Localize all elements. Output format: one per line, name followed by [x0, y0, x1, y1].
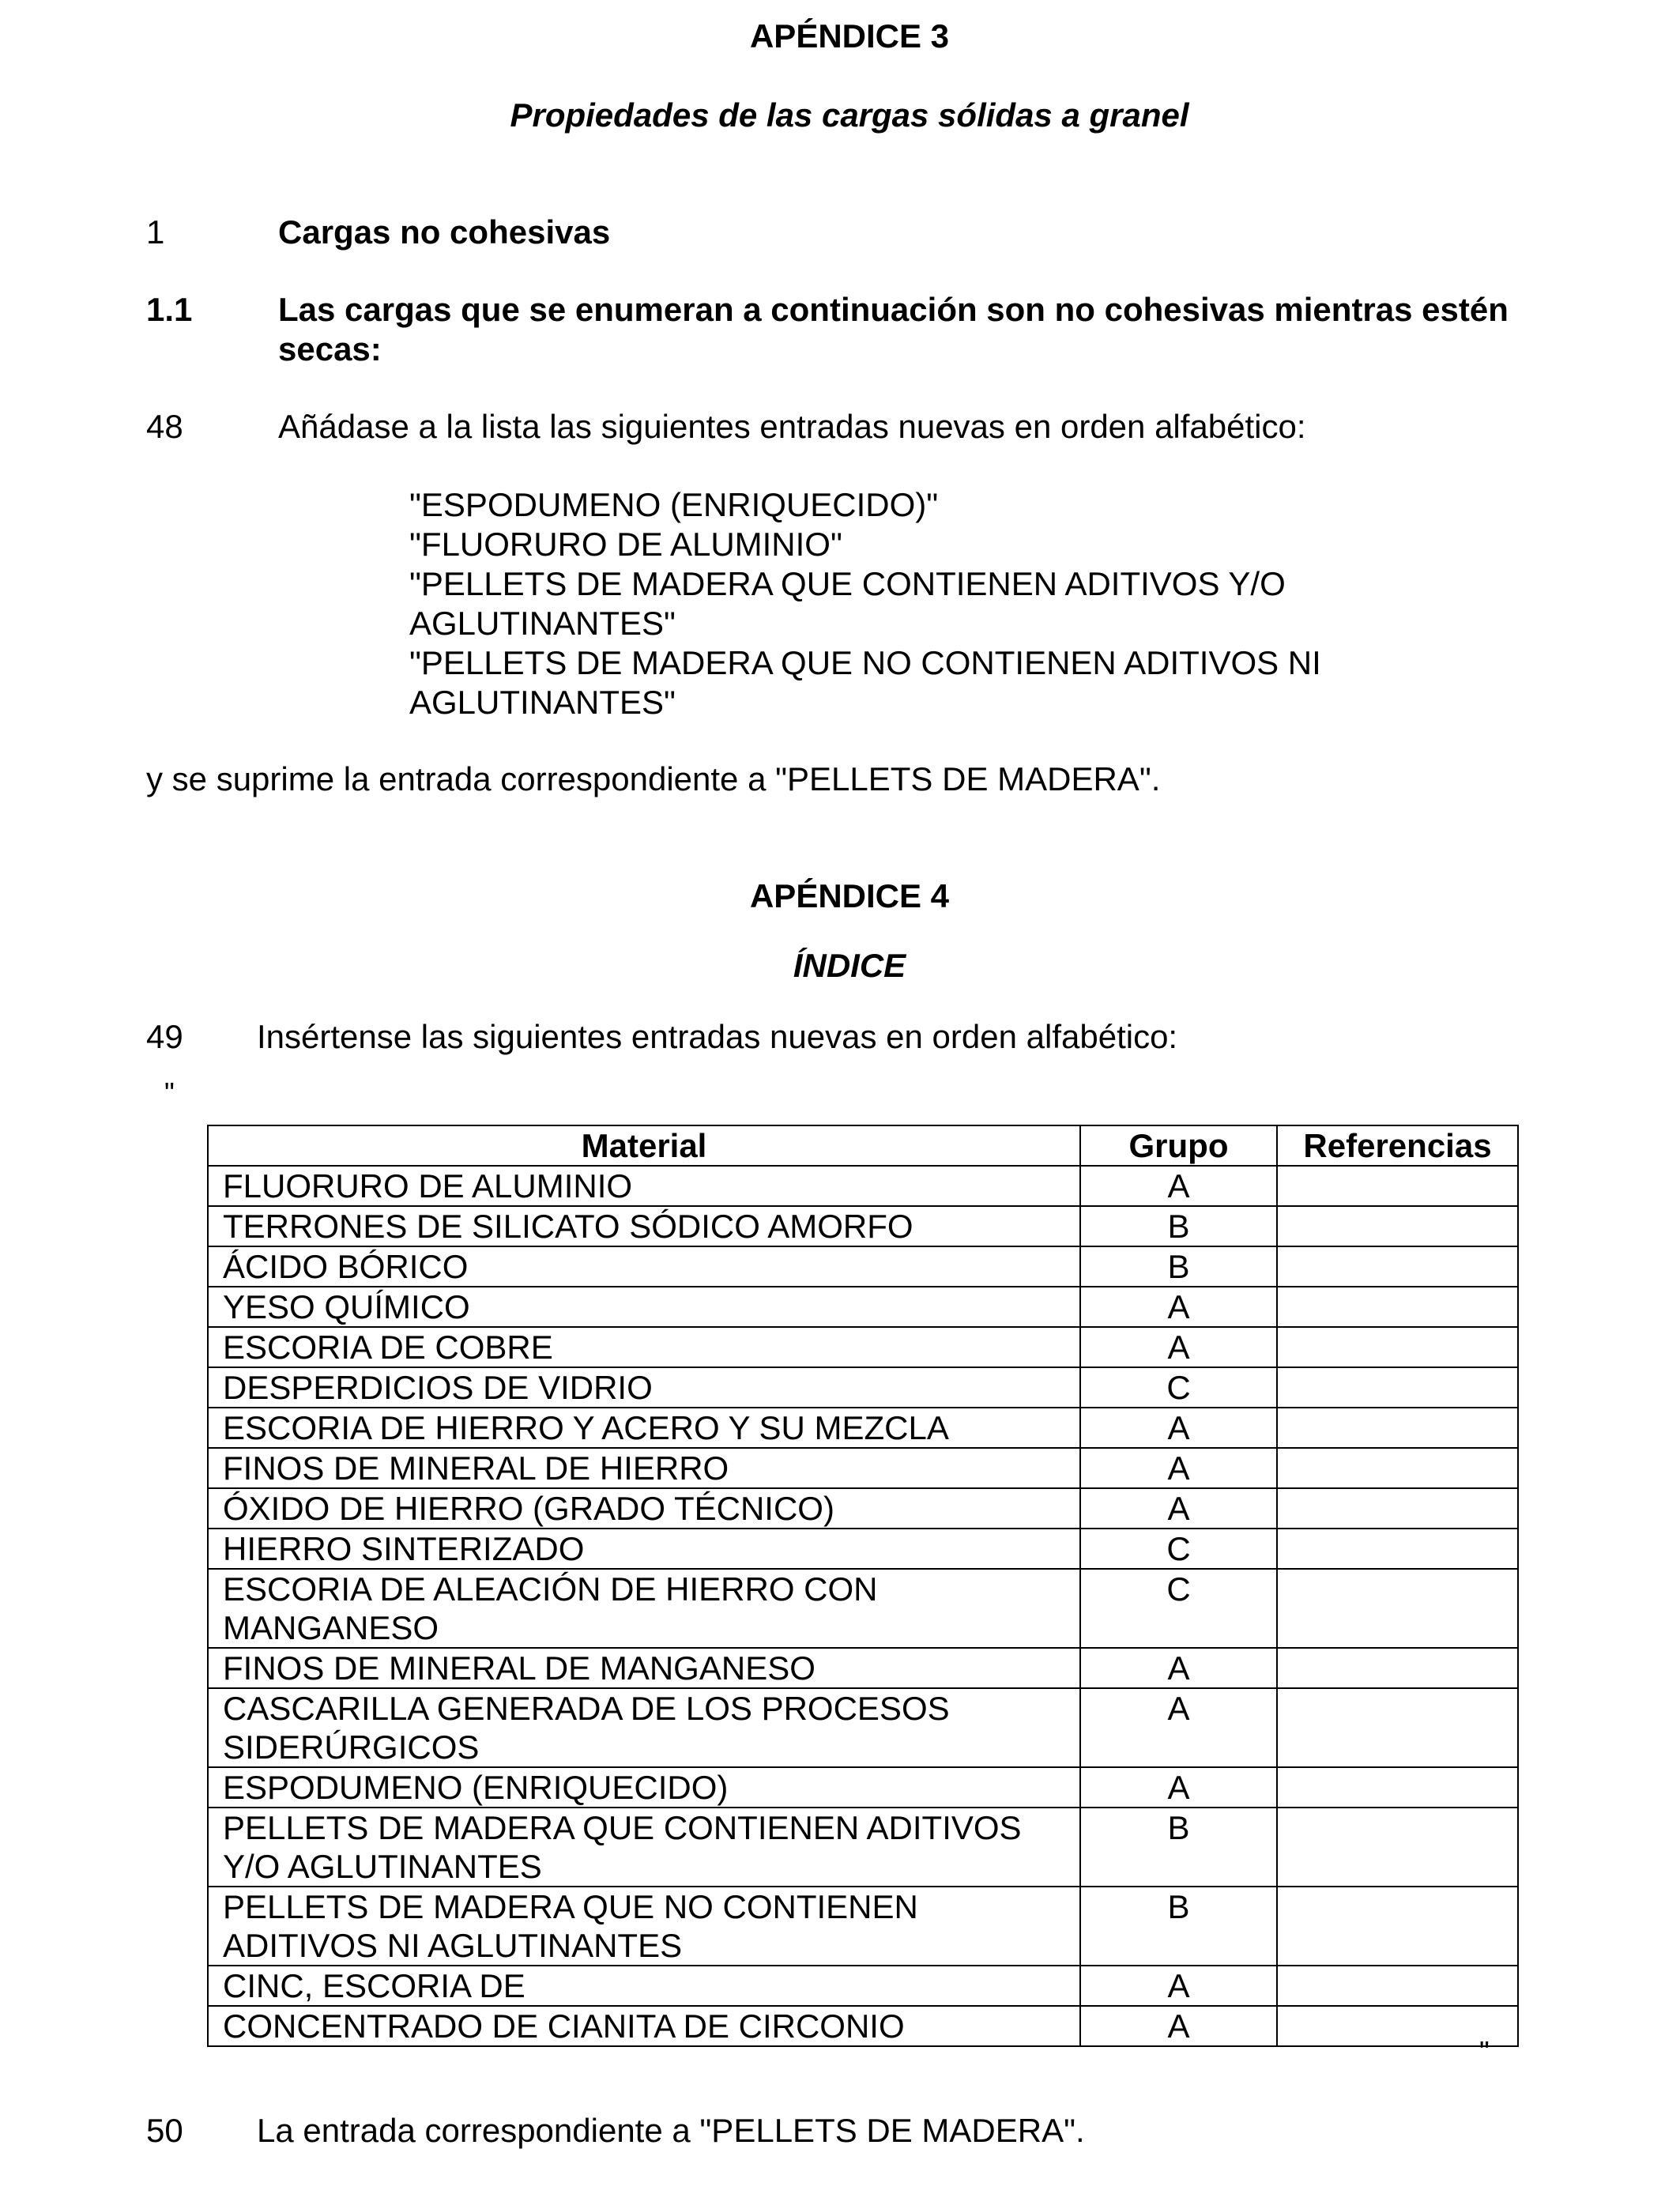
- material-cell: HIERRO SINTERIZADO: [208, 1529, 1080, 1569]
- subsection-number: 1.1: [146, 291, 193, 328]
- table-row: [208, 1808, 1518, 1887]
- material-cell: CINC, ESCORIA DE: [208, 1966, 1080, 2006]
- grupo-cell: A: [1080, 1448, 1277, 1488]
- grupo-cell: A: [1080, 1767, 1277, 1808]
- grupo-cell: B: [1080, 1887, 1277, 1966]
- grupo-cell: A: [1080, 1287, 1277, 1327]
- material-cell: YESO QUÍMICO: [208, 1287, 1080, 1327]
- list-item: "PELLETS DE MADERA QUE CONTIENEN ADITIVOS Y/O: [409, 565, 1286, 602]
- material-cell: ESCORIA DE COBRE: [208, 1327, 1080, 1367]
- table-row: [208, 1887, 1518, 1966]
- deletion-note: y se suprime la entrada correspondiente a "PELLETS DE MADERA".: [146, 760, 1161, 797]
- table-row: [208, 1287, 1518, 1327]
- list-item: "ESPODUMENO (ENRIQUECIDO)": [409, 486, 939, 523]
- grupo-cell: C: [1080, 1529, 1277, 1569]
- table-row: [208, 1488, 1518, 1529]
- table-row: [208, 1966, 1518, 2006]
- table-row: [208, 1448, 1518, 1488]
- item-50-number: 50: [146, 2112, 183, 2149]
- referencias-cell: [1277, 1648, 1518, 1688]
- referencias-cell: [1277, 1448, 1518, 1488]
- material-cell: ÁCIDO BÓRICO: [208, 1246, 1080, 1287]
- material-cell: DESPERDICIOS DE VIDRIO: [208, 1367, 1080, 1408]
- section-number: 1: [146, 213, 165, 251]
- grupo-cell: C: [1080, 1367, 1277, 1408]
- material-cell: CONCENTRADO DE CIANITA DE CIRCONIO: [208, 2006, 1080, 2046]
- item-49-number: 49: [146, 1018, 183, 1055]
- table-row: [208, 1648, 1518, 1688]
- grupo-cell: B: [1080, 1246, 1277, 1287]
- list-item: AGLUTINANTES": [409, 605, 676, 642]
- grupo-cell: A: [1080, 1166, 1277, 1206]
- material-cell: PELLETS DE MADERA QUE CONTIENEN ADITIVOS Y/O AGLUTINANTES: [208, 1808, 1080, 1887]
- subsection-title-line-2: secas:: [278, 330, 382, 368]
- index-table: [207, 1125, 1519, 2047]
- table-row: [208, 1688, 1518, 1767]
- grupo-cell: A: [1080, 1966, 1277, 2006]
- referencias-cell: [1277, 1569, 1518, 1648]
- column-header-material: Material: [208, 1125, 1080, 1166]
- section-title: Cargas no cohesivas: [278, 213, 611, 251]
- grupo-cell: C: [1080, 1569, 1277, 1648]
- closing-quote: ": [1479, 2035, 1490, 2068]
- opening-quote: ": [164, 1076, 175, 1109]
- referencias-cell: [1277, 1408, 1518, 1448]
- item-50-text: La entrada correspondiente a "PELLETS DE MADERA".: [257, 2112, 1085, 2149]
- table-row: [208, 1166, 1518, 1206]
- grupo-cell: A: [1080, 1327, 1277, 1367]
- referencias-cell: [1277, 1327, 1518, 1367]
- list-item: AGLUTINANTES": [409, 684, 676, 721]
- table-row: [208, 1327, 1518, 1367]
- table-row: [208, 1767, 1518, 1808]
- appendix-4-title: APÉNDICE 4: [749, 877, 950, 914]
- referencias-cell: [1277, 1966, 1518, 2006]
- table-row: [208, 1569, 1518, 1648]
- column-header-referencias: Referencias: [1277, 1125, 1518, 1166]
- table-row: [208, 1206, 1518, 1246]
- referencias-cell: [1277, 1287, 1518, 1327]
- grupo-cell: A: [1080, 1688, 1277, 1767]
- item-48-number: 48: [146, 408, 183, 445]
- table-row: [208, 1529, 1518, 1569]
- table-header-row: [208, 1125, 1518, 1166]
- referencias-cell: [1277, 1367, 1518, 1408]
- grupo-cell: A: [1080, 1648, 1277, 1688]
- table-row: [208, 2006, 1518, 2046]
- grupo-cell: A: [1080, 2006, 1277, 2046]
- material-cell: FINOS DE MINERAL DE HIERRO: [208, 1448, 1080, 1488]
- material-cell: ESCORIA DE ALEACIÓN DE HIERRO CON MANGANESO: [208, 1569, 1080, 1648]
- grupo-cell: A: [1080, 1488, 1277, 1529]
- appendix-3-title: APÉNDICE 3: [749, 17, 950, 55]
- item-49-text: Insértense las siguientes entradas nuevas en orden alfabético:: [257, 1018, 1178, 1055]
- material-cell: ESPODUMENO (ENRIQUECIDO): [208, 1767, 1080, 1808]
- referencias-cell: [1277, 1767, 1518, 1808]
- table-row: [208, 1246, 1518, 1287]
- appendix-3-subtitle: Propiedades de las cargas sólidas a granel: [510, 96, 1189, 134]
- referencias-cell: [1277, 1529, 1518, 1569]
- material-cell: ÓXIDO DE HIERRO (GRADO TÉCNICO): [208, 1488, 1080, 1529]
- referencias-cell: [1277, 1808, 1518, 1887]
- material-cell: PELLETS DE MADERA QUE NO CONTIENEN ADITIVOS NI AGLUTINANTES: [208, 1887, 1080, 1966]
- grupo-cell: A: [1080, 1408, 1277, 1448]
- material-cell: TERRONES DE SILICATO SÓDICO AMORFO: [208, 1206, 1080, 1246]
- appendix-4-subtitle: ÍNDICE: [793, 947, 906, 984]
- table-row: [208, 1367, 1518, 1408]
- material-cell: ESCORIA DE HIERRO Y ACERO Y SU MEZCLA: [208, 1408, 1080, 1448]
- item-48-text: Añádase a la lista las siguientes entradas nuevas en orden alfabético:: [278, 408, 1306, 445]
- list-item: "FLUORURO DE ALUMINIO": [409, 526, 842, 563]
- material-cell: CASCARILLA GENERADA DE LOS PROCESOS SIDERÚRGICOS: [208, 1688, 1080, 1767]
- material-cell: FLUORURO DE ALUMINIO: [208, 1166, 1080, 1206]
- subsection-title-line-1: Las cargas que se enumeran a continuación son no cohesivas mientras estén: [278, 291, 1509, 328]
- table-row: [208, 1408, 1518, 1448]
- list-item: "PELLETS DE MADERA QUE NO CONTIENEN ADITIVOS NI: [409, 644, 1321, 681]
- referencias-cell: [1277, 1887, 1518, 1966]
- grupo-cell: B: [1080, 1808, 1277, 1887]
- material-cell: FINOS DE MINERAL DE MANGANESO: [208, 1648, 1080, 1688]
- referencias-cell: [1277, 1688, 1518, 1767]
- referencias-cell: [1277, 1246, 1518, 1287]
- grupo-cell: B: [1080, 1206, 1277, 1246]
- referencias-cell: [1277, 1206, 1518, 1246]
- column-header-grupo: Grupo: [1080, 1125, 1277, 1166]
- referencias-cell: [1277, 1166, 1518, 1206]
- referencias-cell: [1277, 1488, 1518, 1529]
